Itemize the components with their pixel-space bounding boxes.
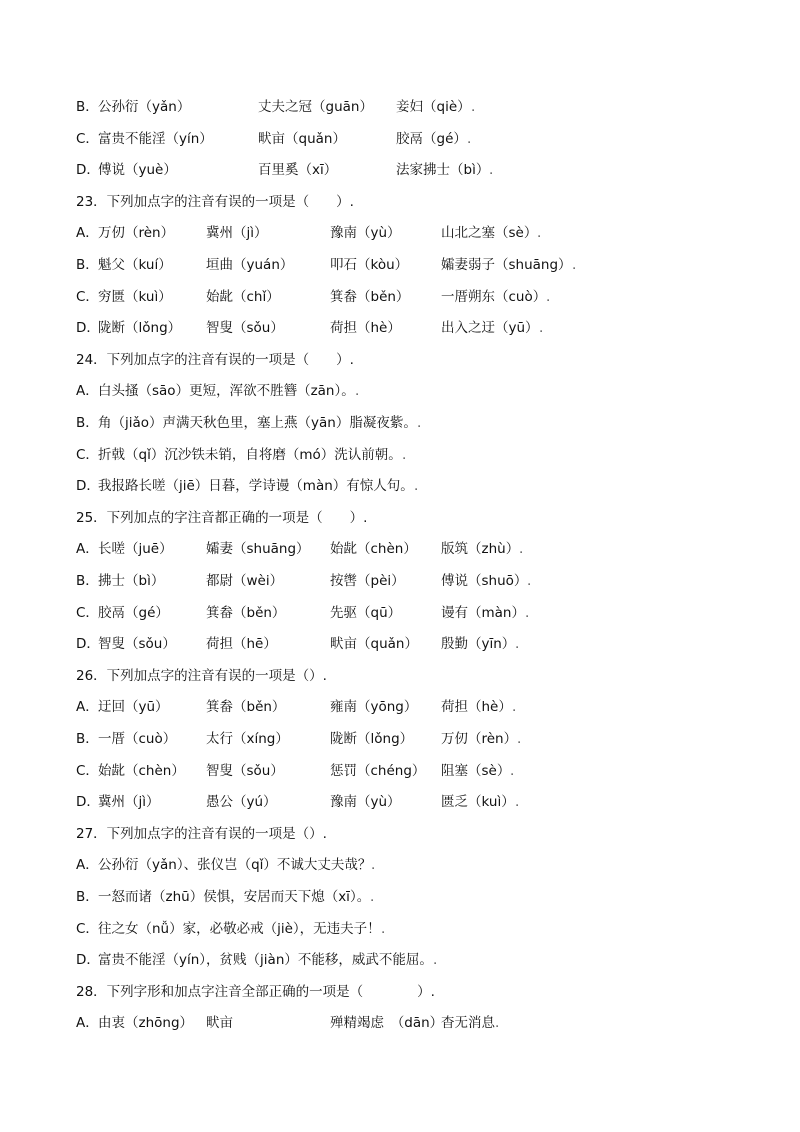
option-sentence: 角（jiǎo）声满天秋色里，塞上燕（yān）脂凝夜紫。	[98, 415, 417, 431]
option-label: B．	[76, 889, 99, 905]
question-stem	[76, 981, 435, 1003]
option-item: 豫南（yù）	[330, 794, 401, 811]
option-sentence: 往之女（nǚ）家，必敬必戒（jiè），无违夫子！	[98, 920, 381, 937]
option-label: C．	[76, 446, 99, 463]
option-sentence: 一怒而诸（zhū）侯惧，安居而天下熄（xī）。	[98, 889, 371, 905]
option-item: 富贵不能淫（yín）	[98, 130, 213, 147]
option-sentence: 富贵不能淫（yín），贫贱（jiàn）不能移，威武不能屈。	[98, 952, 433, 969]
option-item: 智叟（sǒu）	[98, 636, 176, 653]
option-item: 谩有（màn）	[441, 604, 525, 621]
option-item: 荷担（hē）	[206, 636, 277, 653]
option-label: B．	[76, 257, 99, 273]
option-item: 陇断（lǒng）	[98, 320, 182, 337]
option-item: 万仞（rèn）	[98, 225, 175, 242]
option-label: A．	[76, 225, 99, 242]
question-stem	[76, 665, 327, 687]
option-item: 万仞（rèn）	[441, 731, 518, 747]
option-item: 百里奚（xī）	[258, 162, 338, 179]
option-item: 杳无消息	[441, 1015, 495, 1032]
line-end-mark: .	[467, 130, 472, 147]
question-text: 26．下列加点字的注音有误的一项是（）.	[76, 667, 327, 684]
option-item: 豫南（yù）	[330, 225, 401, 242]
line-end-mark: .	[371, 857, 376, 874]
option-item: 太行（xíng）	[206, 731, 289, 747]
line-end-mark: .	[539, 320, 544, 337]
option-label: B．	[76, 99, 99, 115]
option-label: C．	[76, 288, 99, 305]
option-label: C．	[76, 762, 99, 779]
option-item: 殷勤（yīn）	[441, 636, 516, 653]
line-end-mark: .	[510, 762, 515, 779]
line-end-mark: .	[537, 225, 542, 242]
option-item: 法家拂士（bì）	[396, 162, 490, 179]
option-item: 胶鬲（gé）	[396, 130, 467, 147]
option-label: A．	[76, 699, 99, 716]
option-item: 箕畚（běn）	[206, 604, 286, 621]
option-item: 出入之迂（yū）	[441, 320, 539, 337]
option-label: A．	[76, 383, 99, 400]
option-item: 都尉（wèi）	[206, 573, 284, 589]
option-item: 穷匮（kuì）	[98, 288, 172, 305]
option-label: D．	[76, 952, 100, 969]
line-end-mark: .	[471, 99, 476, 115]
option-item: 冀州（jì）	[206, 225, 268, 242]
option-item: 惩罚（chéng）	[330, 762, 426, 779]
option-label: C．	[76, 130, 99, 147]
question-stem	[76, 507, 367, 529]
option-item: 荷担（hè）	[441, 699, 512, 716]
option-item: 始龀（chèn）	[330, 541, 417, 558]
option-label: D．	[76, 320, 100, 337]
option-item: 荷担（hè）	[330, 320, 401, 337]
option-item: 拂士（bì）	[98, 573, 165, 589]
option-item: 智叟（sǒu）	[206, 320, 284, 337]
option-item: 雍南（yōng）	[330, 699, 418, 716]
option-item: 孀妻（shuāng）	[206, 541, 310, 558]
option-label: A．	[76, 857, 99, 874]
line-end-mark: .	[495, 1015, 500, 1032]
question-stem	[76, 823, 327, 845]
option-item: 冀州（jì）	[98, 794, 160, 811]
option-item: 畎亩	[206, 1015, 233, 1032]
line-end-mark: .	[417, 415, 422, 431]
option-label: A．	[76, 1015, 99, 1032]
option-item: 垣曲（yuán）	[206, 257, 294, 273]
line-end-mark: .	[414, 478, 419, 495]
line-end-mark: .	[489, 162, 494, 179]
option-item: 丈夫之冠（guān）	[258, 99, 373, 115]
line-end-mark: .	[525, 604, 530, 621]
line-end-mark: .	[519, 541, 524, 558]
line-end-mark: .	[515, 636, 520, 653]
option-label: C．	[76, 604, 99, 621]
option-item: 始龀（chǐ）	[206, 288, 280, 305]
line-end-mark: .	[517, 731, 522, 747]
option-item: 陇断（lǒng）	[330, 731, 414, 747]
option-item: 愚公（yú）	[206, 794, 277, 811]
option-item: 先驱（qū）	[330, 604, 402, 621]
option-item: 匮乏（kuì）	[441, 794, 515, 811]
line-end-mark: .	[402, 446, 407, 463]
option-item: 山北之塞（sè）	[441, 225, 538, 242]
question-text: 24．下列加点字的注音有误的一项是（ ）.	[76, 351, 354, 368]
option-item: 长嗟（juē）	[98, 541, 173, 558]
line-end-mark: .	[355, 383, 360, 400]
option-item: 胶鬲（gé）	[98, 604, 169, 621]
line-end-mark: .	[515, 794, 520, 811]
line-end-mark: .	[370, 889, 375, 905]
option-sentence: 折戟（qǐ）沉沙铁未销，自将磨（mó）洗认前朝。	[98, 446, 402, 463]
option-item: 殚精竭虑 （dān）	[330, 1015, 444, 1032]
option-item: 叩石（kòu）	[330, 257, 409, 273]
option-item: 妾妇（qiè）	[396, 99, 471, 115]
option-item: 由衷（zhōng）	[98, 1015, 194, 1032]
option-item: 始龀（chèn）	[98, 762, 185, 779]
option-item: 箕畚（běn）	[206, 699, 286, 716]
option-label: C．	[76, 920, 99, 937]
line-end-mark: .	[381, 920, 386, 937]
question-text: 23．下列加点字的注音有误的一项是（ ）.	[76, 193, 354, 210]
question-text: 27．下列加点字的注音有误的一项是（）.	[76, 825, 327, 842]
option-label: A．	[76, 541, 99, 558]
option-item: 傅说（shuō）	[441, 573, 528, 589]
option-item: 一厝朔东（cuò）	[441, 288, 547, 305]
line-end-mark: .	[527, 573, 532, 589]
option-item: 智叟（sǒu）	[206, 762, 284, 779]
option-label: D．	[76, 636, 100, 653]
option-item: 迂回（yū）	[98, 699, 169, 716]
option-label: D．	[76, 162, 100, 179]
line-end-mark: .	[572, 257, 577, 273]
line-end-mark: .	[433, 952, 438, 969]
option-label: B．	[76, 731, 99, 747]
option-label: D．	[76, 794, 100, 811]
option-label: D．	[76, 478, 100, 495]
option-item: 公孙衍（yǎn）	[98, 99, 191, 115]
option-label: B．	[76, 573, 99, 589]
option-item: 畎亩（quǎn）	[330, 636, 418, 653]
question-stem	[76, 191, 354, 213]
option-item: 畎亩（quǎn）	[258, 130, 346, 147]
option-item: 版筑（zhù）	[441, 541, 520, 558]
option-sentence: 白头搔（sāo）更短，浑欲不胜簪（zān）。	[98, 383, 355, 400]
option-item: 傅说（yuè）	[98, 162, 177, 179]
question-text: 28．下列字形和加点字注音全部正确的一项是（ ）.	[76, 983, 435, 1000]
option-sentence: 公孙衍（yǎn）、张仪岂（qǐ）不诚大丈夫哉？	[98, 857, 372, 874]
question-stem	[76, 349, 354, 371]
option-item: 阻塞（sè）	[441, 762, 511, 779]
question-text: 25．下列加点的字注音都正确的一项是（ ）.	[76, 509, 368, 526]
option-item: 箕畚（běn）	[330, 288, 410, 305]
option-item: 孀妻弱子（shuāng）	[441, 257, 572, 273]
option-item: 按辔（pèi）	[330, 573, 405, 589]
option-sentence: 我报路长嗟（jiē）日暮，学诗谩（màn）有惊人句。	[98, 478, 414, 495]
line-end-mark: .	[512, 699, 517, 716]
option-item: 魁父（kuí）	[98, 257, 172, 273]
option-item: 一厝（cuò）	[98, 731, 177, 747]
option-label: B．	[76, 415, 99, 431]
line-end-mark: .	[546, 288, 551, 305]
